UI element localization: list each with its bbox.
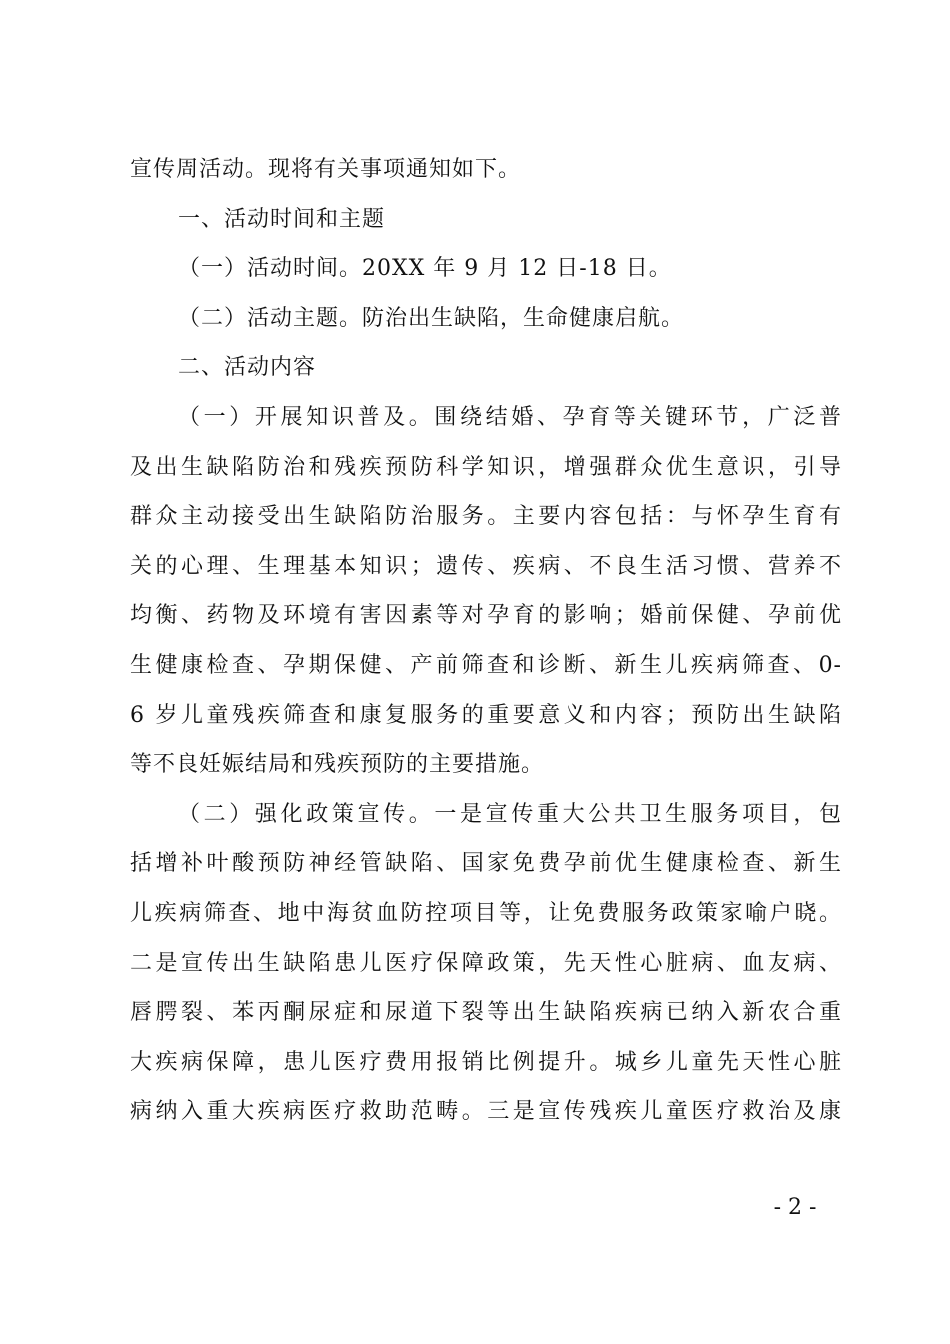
page-number: - 2 - <box>773 1195 817 1220</box>
text-line: （一）活动时间。20XX 年 9 月 12 日-18 日。 <box>178 256 672 282</box>
text-line: 关的心理、生理基本知识；遗传、疾病、不良生活习惯、营养不 <box>130 553 842 579</box>
text-line: 宣传周活动。现将有关事项通知如下。 <box>130 157 522 182</box>
text-line: 群众主动接受出生缺陷防治服务。主要内容包括：与怀孕生育有 <box>130 504 842 530</box>
text-line: 二是宣传出生缺陷患儿医疗保障政策，先天性心脏病、血友病、 <box>130 950 842 976</box>
text-line: 大疾病保障，患儿医疗费用报销比例提升。城乡儿童先天性心脏 <box>130 1049 842 1075</box>
section-heading: 二、活动内容 <box>178 355 317 381</box>
text-line: 6 岁儿童残疾筛查和康复服务的重要意义和内容；预防出生缺陷 <box>130 702 842 728</box>
text-line: 儿疾病筛查、地中海贫血防控项目等，让免费服务政策家喻户晓。 <box>130 900 842 926</box>
text-line: 及出生缺陷防治和残疾预防科学知识，增强群众优生意识，引导 <box>130 454 842 480</box>
text-line: 生健康检查、孕期保健、产前筛查和诊断、新生儿疾病筛查、0- <box>130 652 842 678</box>
text-line: 唇腭裂、苯丙酮尿症和尿道下裂等出生缺陷疾病已纳入新农合重 <box>130 1000 842 1026</box>
text-line: （二）活动主题。防治出生缺陷，生命健康启航。 <box>178 305 685 331</box>
text-line: 等不良妊娠结局和残疾预防的主要措施。 <box>130 752 545 778</box>
text-line: 均衡、药物及环境有害因素等对孕育的影响；婚前保健、孕前优 <box>130 603 842 629</box>
body-text <box>130 145 842 1137</box>
text-line: （二）强化政策宣传。一是宣传重大公共卫生服务项目，包 <box>178 801 842 827</box>
text-line: 括增补叶酸预防神经管缺陷、国家免费孕前优生健康检查、新生 <box>130 851 842 877</box>
section-heading: 一、活动时间和主题 <box>178 206 386 232</box>
text-line: （一）开展知识普及。围绕结婚、孕育等关键环节，广泛普 <box>178 404 842 430</box>
text-line: 病纳入重大疾病医疗救助范畴。三是宣传残疾儿童医疗救治及康 <box>130 1099 842 1125</box>
